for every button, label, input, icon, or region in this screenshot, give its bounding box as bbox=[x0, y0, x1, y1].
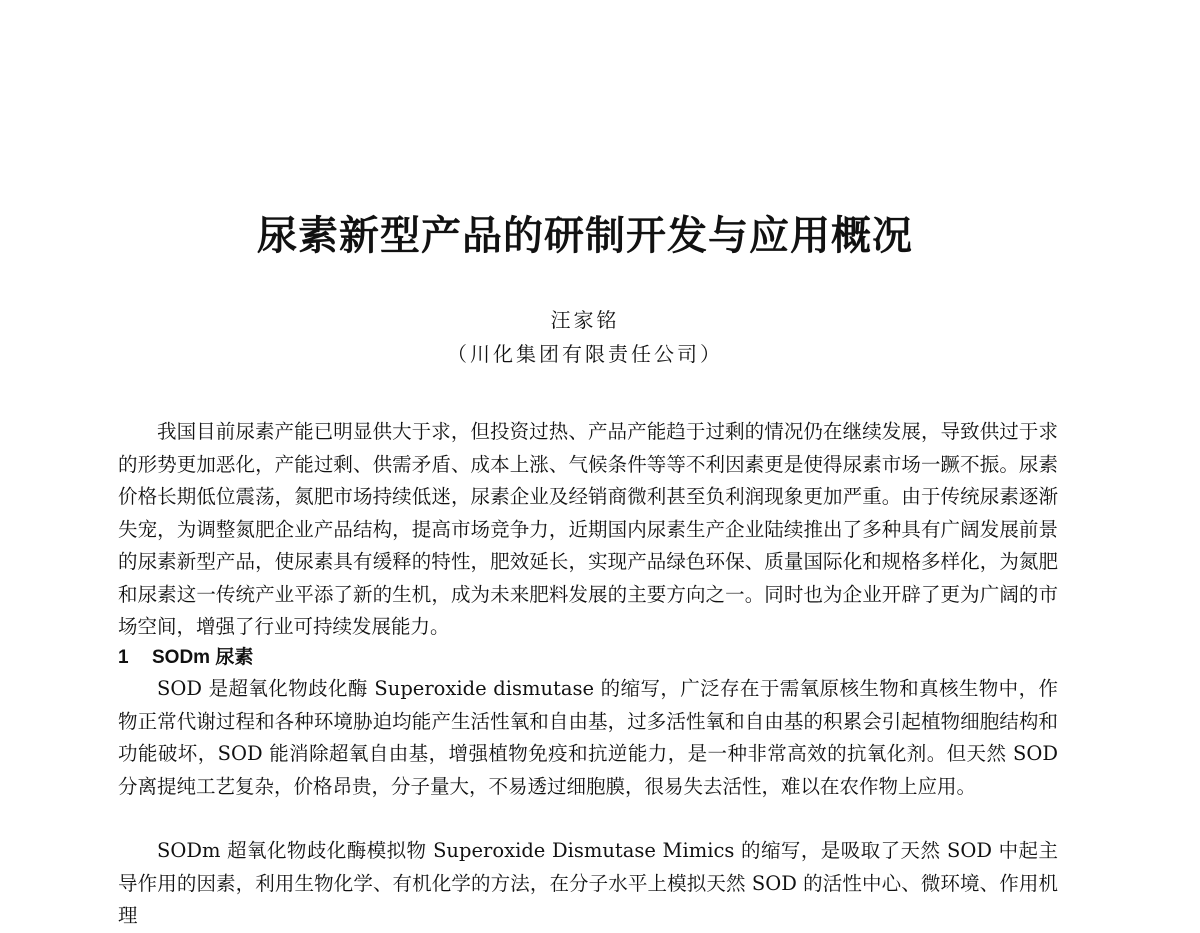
section-body-2 bbox=[118, 835, 1058, 933]
author-name: 汪家铭 bbox=[550, 308, 620, 332]
intro-section bbox=[118, 416, 1058, 644]
section-paragraph-2: SODm 超氧化物歧化酶模拟物 Superoxide Dismutase Mimics 的缩写，是吸取了天然 SOD 中起主导作用的因素，利用生物化学、有机化学的方法，在分子水平上模拟天然 SOD 的活性中心、微环境、作用机理 bbox=[118, 839, 1058, 927]
intro-paragraph: 我国目前尿素产能已明显供大于求，但投资过热、产品产能趋于过剩的情况仍在继续发展，导致供过于求的形势更加恶化，产能过剩、供需矛盾、成本上涨、气候条件等等不利因素更是使得尿素市场一蹶不振。尿素价格长期低位震荡，氮肥市场持续低迷，尿素企业及经销商微利甚至负利润现象更加严重。由于传统尿素逐渐失宠，为调整氮肥企业产品结构，提高市场竞争力，近期国内尿素生产企业陆续推出了多种具有广阔发展前景的尿素新型产品，使尿素具有缓释的特性，肥效延长，实现产品绿色环保、质量国际化和规格多样化，为氮肥和尿素这一传统产业平添了新的生机，成为未来肥料发展的主要方向之一。同时也为企业开辟了更为广阔的市场空间，增强了行业可持续发展能力。 bbox=[118, 420, 1058, 638]
section-number: 1 bbox=[118, 647, 129, 668]
section-title: SODm 尿素 bbox=[152, 647, 254, 668]
section-heading bbox=[118, 643, 253, 673]
author-affiliation: （川化集团有限责任公司） bbox=[447, 342, 723, 366]
section-paragraph-1: SOD 是超氧化物歧化酶 Superoxide dismutase 的缩写，广泛存在于需氧原核生物和真核生物中，作物正常代谢过程和各种环境胁迫均能产生活性氧和自由基，过多活性氧和自由基的积累会引起植物细胞结构和功能破坏，SOD 能消除超氧自由基，增强植物免疫和抗逆能力，是一种非常高效的抗氧化剂。但天然 SOD 分离提纯工艺复杂，价格昂贵，分子量大，不易透过细胞膜，很易失去活性，难以在农作物上应用。 bbox=[118, 677, 1058, 798]
section-body-1 bbox=[118, 673, 1058, 803]
article-title: 尿素新型产品的研制开发与应用概况 bbox=[257, 212, 913, 259]
